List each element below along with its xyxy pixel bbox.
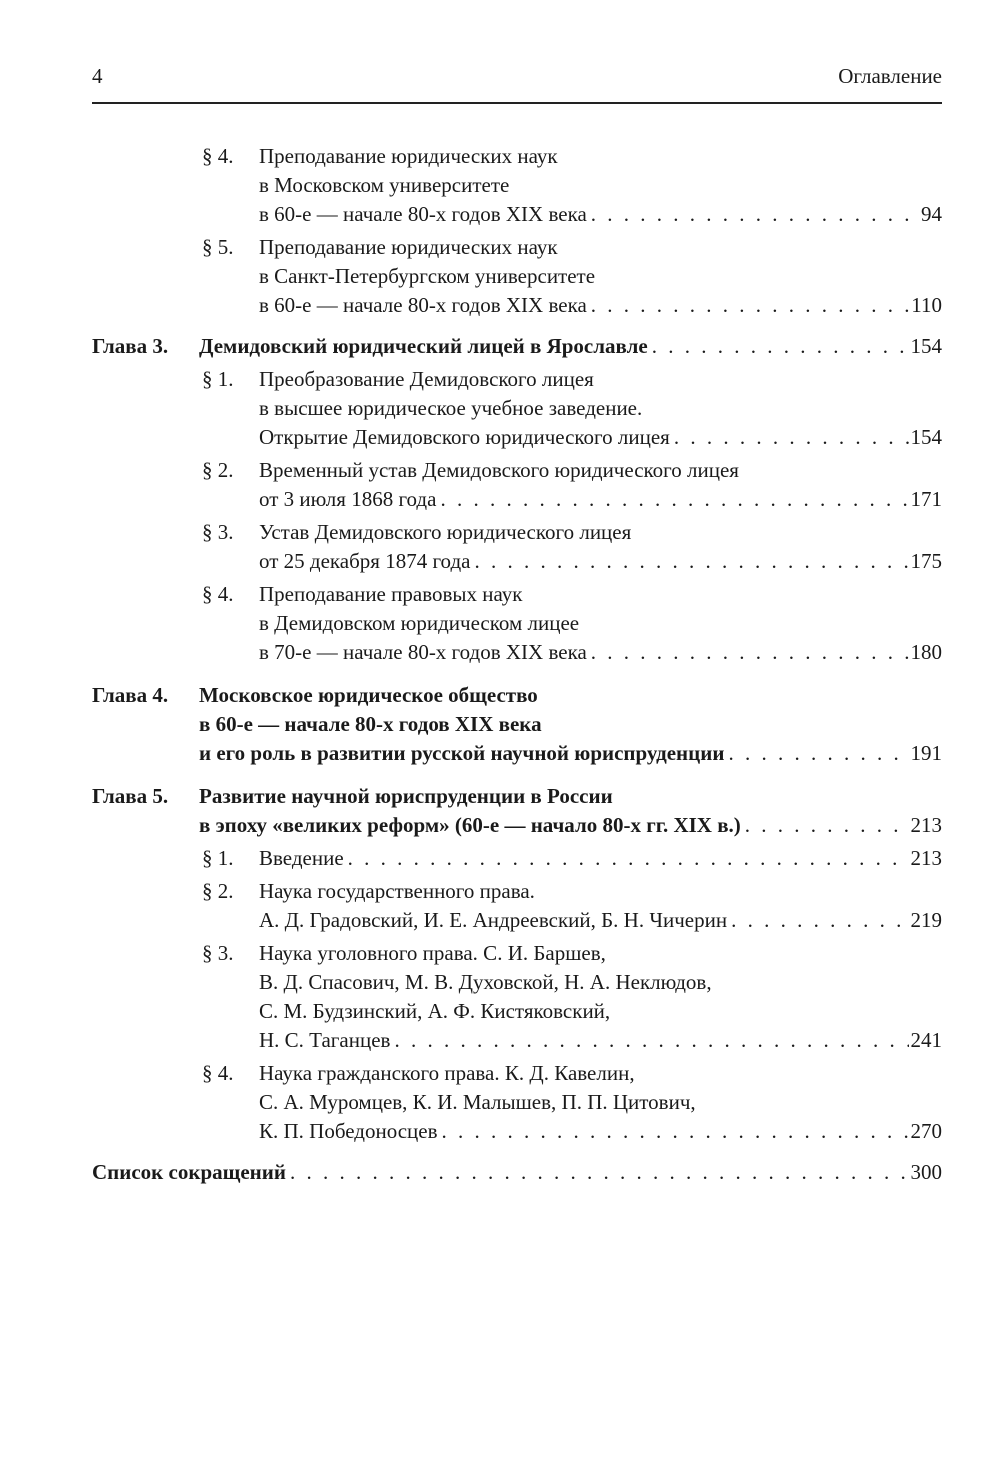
page-ref: 241 [910,1028,942,1052]
toc-entry-ch4[interactable] [92,681,942,768]
page-header [92,62,942,104]
entry-line: Преобразование Демидовского лицея [259,367,594,391]
section-label: § 1. [202,846,234,870]
toc-entry-ch5-s2[interactable] [92,877,942,935]
page-ref: 175 [910,549,942,573]
dot-leader [440,485,908,514]
section-label: § 4. [202,144,234,168]
section-label: § 2. [202,879,234,903]
section-label: § 4. [202,582,234,606]
page-ref: 154 [910,334,942,358]
chapter-label: Глава 3. [92,334,169,358]
toc-entry-ch2-s5[interactable] [92,233,942,320]
dot-leader [728,739,908,768]
chapter-label: Глава 5. [92,784,169,808]
page-ref: 213 [910,846,942,870]
toc-entry-ch5-s3[interactable] [92,939,942,1055]
page-ref: 219 [910,908,942,932]
entry-line: Преподавание правовых наук [259,582,523,606]
entry-line: Преподавание юридических наук [259,235,558,259]
entry-line: Открытие Демидовского юридического лицея [259,425,670,449]
entry-line: С. А. Муромцев, К. И. Малышев, П. П. Цитович, [259,1090,696,1114]
table-of-contents [92,142,942,1187]
entry-line: в Московском университете [259,173,510,197]
toc-entry-ch2-s4[interactable] [92,142,942,229]
entry-line: Наука государственного права. [259,879,535,903]
abbreviations-title: Список сокращений [92,1160,286,1184]
section-label: § 4. [202,1061,234,1085]
page-ref: 171 [910,487,942,511]
toc-entry-ch3[interactable] [92,332,942,361]
entry-line: от 3 июля 1868 года [259,487,437,511]
chapter-title: Московское юридическое общество [199,683,538,707]
entry-line: Н. С. Таганцев [259,1028,391,1052]
section-label: § 2. [202,458,234,482]
dot-leader [731,906,908,935]
page-ref: 270 [910,1119,942,1143]
section-label: § 3. [202,520,234,544]
entry-line: Наука гражданского права. К. Д. Кавелин, [259,1061,635,1085]
dot-leader [652,332,909,361]
entry-line: в Демидовском юридическом лицее [259,611,580,635]
toc-entry-ch3-s1[interactable] [92,365,942,452]
chapter-title: и его роль в развитии русской научной юриспруденции [199,741,725,765]
running-title: Оглавление [838,64,942,88]
page-ref: 154 [910,425,942,449]
toc-entry-ch5[interactable] [92,782,942,840]
entry-line: в Санкт-Петербургском университете [259,264,596,288]
toc-entry-abbreviations[interactable] [92,1158,942,1187]
page-ref: 213 [910,813,942,837]
dot-leader [591,200,919,229]
page-ref: 191 [910,741,942,765]
dot-leader [591,638,909,667]
entry-line: от 25 декабря 1874 года [259,549,471,573]
entry-line: Преподавание юридических наук [259,144,558,168]
entry-line: в 60-е — начале 80-х годов XIX века [259,293,587,317]
dot-leader [442,1117,909,1146]
dot-leader [745,811,909,840]
dot-leader [394,1026,908,1055]
toc-entry-ch3-s2[interactable] [92,456,942,514]
section-label: § 3. [202,941,234,965]
entry-line: К. П. Победоносцев [259,1119,438,1143]
section-label: § 1. [202,367,234,391]
entry-line: Временный устав Демидовского юридического лицея [259,458,739,482]
section-label: § 5. [202,235,234,259]
page-ref: 300 [910,1160,942,1184]
page-ref: 110 [911,293,942,317]
page-number: 4 [92,64,103,88]
entry-line: А. Д. Градовский, И. Е. Андреевский, Б. Н. Чичерин [259,908,728,932]
dot-leader [348,844,909,873]
chapter-title: Развитие научной юриспруденции в России [199,784,613,808]
toc-entry-ch5-s4[interactable] [92,1059,942,1146]
page-ref: 180 [910,640,942,664]
page-ref: 94 [921,202,942,226]
toc-entry-ch3-s3[interactable] [92,518,942,576]
dot-leader [591,291,909,320]
toc-entry-ch5-s1[interactable] [92,844,942,873]
entry-line: в 70-е — начале 80-х годов XIX века [259,640,587,664]
dot-leader [674,423,909,452]
chapter-title: Демидовский юридический лицей в Ярославле [199,334,648,358]
entry-line: Введение [259,846,344,870]
toc-entry-ch3-s4[interactable] [92,580,942,667]
entry-line: С. М. Будзинский, А. Ф. Кистяковский, [259,999,611,1023]
entry-line: В. Д. Спасович, М. В. Духовской, Н. А. Неклюдов, [259,970,712,994]
entry-line: в 60-е — начале 80-х годов XIX века [259,202,587,226]
entry-line: Наука уголовного права. С. И. Баршев, [259,941,606,965]
chapter-title: в эпоху «великих реформ» (60-е — начало 80-х гг. XIX в.) [199,813,741,837]
chapter-label: Глава 4. [92,683,169,707]
entry-line: в высшее юридическое учебное заведение. [259,396,643,420]
dot-leader [474,547,908,576]
entry-line: Устав Демидовского юридического лицея [259,520,632,544]
chapter-title: в 60-е — начале 80-х годов XIX века [199,712,542,736]
dot-leader [290,1158,909,1187]
